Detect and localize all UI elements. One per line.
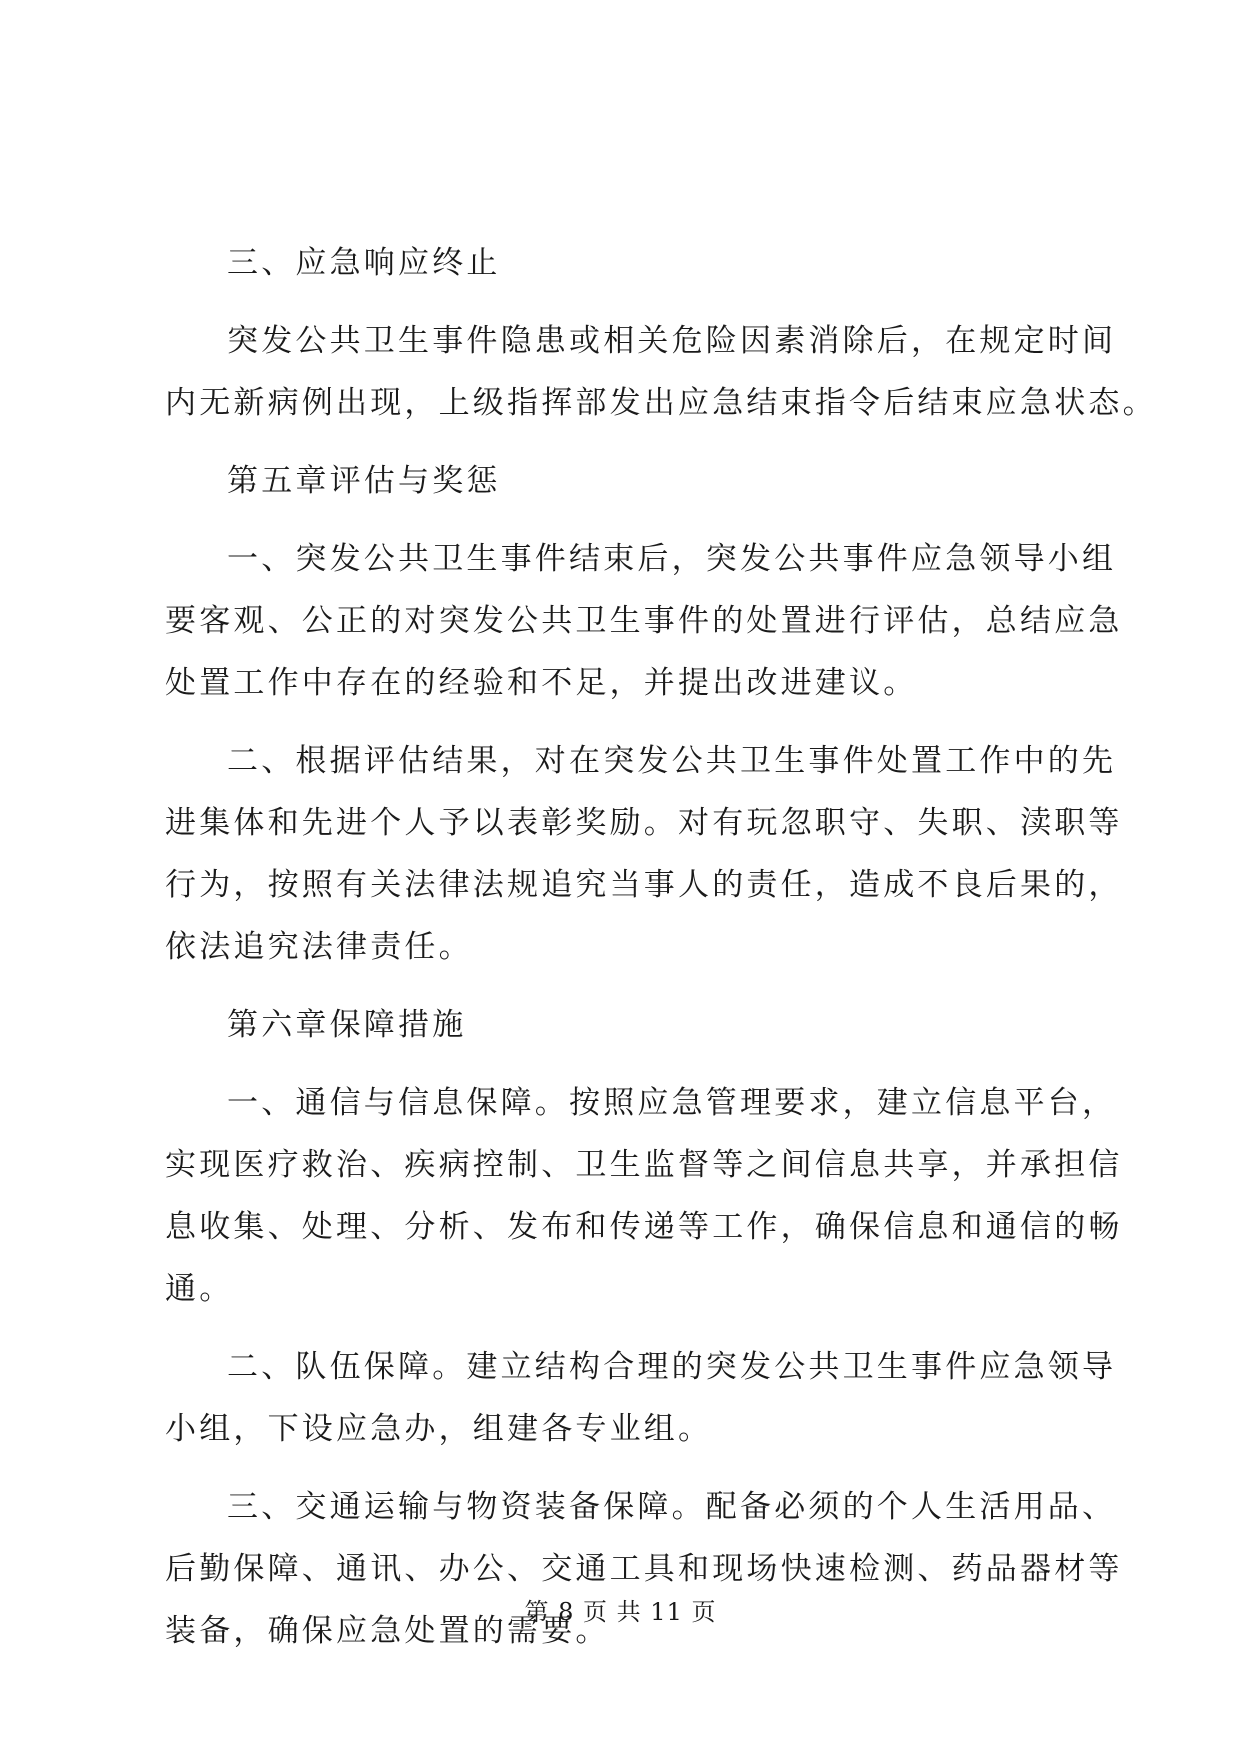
chapter-heading-safeguards [165,994,1090,1056]
paragraph-line: 第五章评估与奖惩 [227,463,501,499]
paragraph-line: 三、交通运输与物资装备保障。配备必须的个人生活用品、 [227,1489,1117,1525]
paragraph-transport-supplies-safeguard [165,1476,1123,1662]
paragraph-line: 小组，下设应急办，组建各专业组。 [165,1411,713,1447]
page-number-footer: 第 8 页 共 11 页 [524,1598,717,1626]
paragraph-line: 装备，确保应急处置的需要。 [165,1613,610,1649]
paragraph-line: 后勤保障、通讯、办公、交通工具和现场快速检测、药品器材等 [165,1551,1123,1587]
paragraph-line: 内无新病例出现，上级指挥部发出应急结束指令后结束应急状态。 [165,385,1157,421]
paragraph-line: 三、应急响应终止 [227,245,501,281]
paragraph-line: 突发公共卫生事件隐患或相关危险因素消除后，在规定时间 [227,323,1117,359]
document-body [165,232,1157,1678]
paragraph-communication-safeguard [165,1072,1123,1320]
paragraph-line: 息收集、处理、分析、发布和传递等工作，确保信息和通信的畅 [165,1209,1123,1245]
paragraph-line: 要客观、公正的对突发公共卫生事件的处置进行评估，总结应急 [165,603,1123,639]
paragraph-line: 一、通信与信息保障。按照应急管理要求，建立信息平台， [227,1085,1117,1121]
paragraph-line: 依法追究法律责任。 [165,929,473,965]
paragraph-line: 进集体和先进个人予以表彰奖励。对有玩忽职守、失职、渎职等 [165,805,1123,841]
paragraph-termination-conditions [165,310,1157,434]
paragraph-line: 第六章保障措施 [227,1007,467,1043]
paragraph-rewards-penalties [165,730,1123,978]
paragraph-line: 二、根据评估结果，对在突发公共卫生事件处置工作中的先 [227,743,1117,779]
chapter-heading-evaluation [165,450,1090,512]
paragraph-line: 实现医疗救治、疾病控制、卫生监督等之间信息共享，并承担信 [165,1147,1123,1183]
section-heading-response-termination [165,232,1090,294]
paragraph-line: 通。 [165,1271,234,1307]
paragraph-line: 二、队伍保障。建立结构合理的突发公共卫生事件应急领导 [227,1349,1117,1385]
paragraph-team-safeguard [165,1336,1117,1460]
paragraph-line: 处置工作中存在的经验和不足，并提出改进建议。 [165,665,918,701]
paragraph-line: 行为，按照有关法律法规追究当事人的责任，造成不良后果的， [165,867,1123,903]
paragraph-evaluation [165,528,1123,714]
paragraph-line: 一、突发公共卫生事件结束后，突发公共事件应急领导小组 [227,541,1117,577]
